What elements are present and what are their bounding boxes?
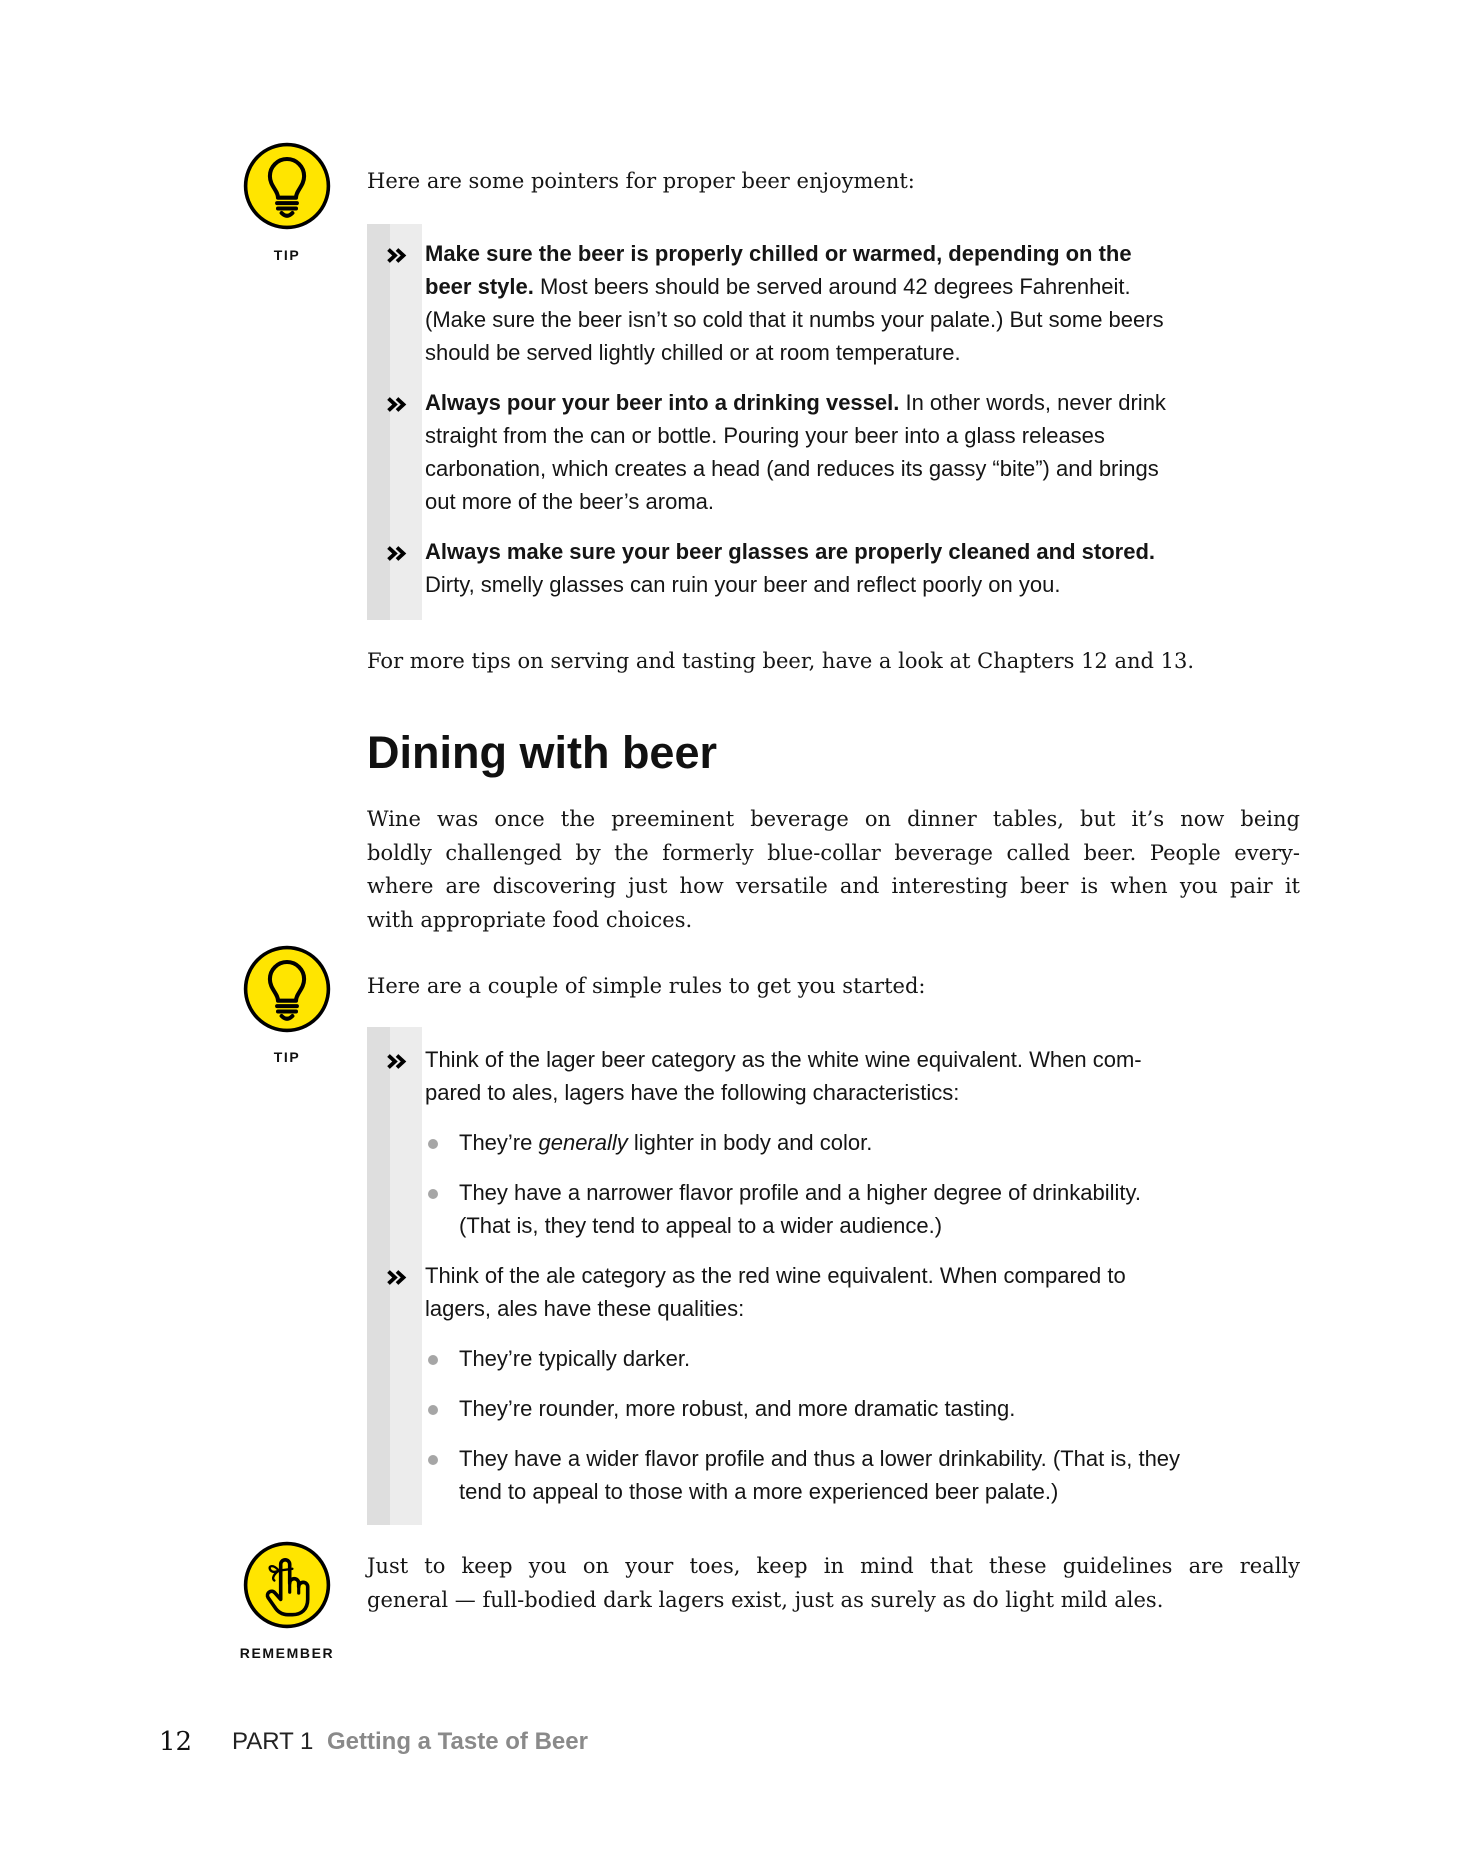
bullet-body: should be served lightly chilled or at room temperature. — [425, 340, 961, 365]
footer-part-title: Getting a Taste of Beer — [327, 1728, 588, 1755]
bullet-lead: beer style. — [425, 274, 534, 299]
footer-part: PART 1 — [232, 1728, 314, 1755]
bullet-line — [425, 568, 1155, 601]
bullet-lead: Always make sure your beer glasses are properly cleaned and stored. — [425, 539, 1155, 564]
list-item — [386, 1043, 1180, 1242]
tip-bullet-list — [386, 1043, 1180, 1508]
more-tips-text: For more tips on serving and tasting beer, have a look at Chapters 12 and 13. — [367, 649, 1195, 673]
section-paragraph — [367, 803, 1300, 937]
paragraph-line: boldly challenged by the formerly blue-collar beverage called beer. People every- — [367, 840, 1300, 865]
list-item — [386, 386, 1166, 518]
paragraph-line: Wine was once the preeminent beverage on dinner tables, but it’s now being — [367, 807, 1300, 831]
bullet-text — [425, 237, 1164, 369]
sub-list-item — [425, 1176, 1142, 1242]
bullet-body: out more of the beer’s aroma. — [425, 489, 715, 514]
bullet-line — [425, 535, 1155, 568]
paragraph-line: with appropriate food choices. — [367, 907, 693, 932]
sub-bullet-line: They’re typically darker. — [459, 1346, 691, 1371]
bullet-body: (Make sure the beer isn’t so cold that it numbs your palate.) But some beers — [425, 307, 1164, 332]
tip-bullet-list — [386, 237, 1166, 601]
bullet-dot-icon — [428, 1189, 438, 1199]
lightbulb-icon — [242, 944, 332, 1034]
bullet-body: straight from the can or bottle. Pouring your beer into a glass releases — [425, 423, 1105, 448]
list-item — [386, 535, 1166, 601]
tip-label: TIP — [273, 1049, 301, 1065]
sub-bullet-line: tend to appeal to those with a more experienced beer palate.) — [459, 1479, 1059, 1504]
tip-label: TIP — [273, 247, 301, 263]
remember-label: REMEMBER — [239, 1645, 335, 1661]
double-chevron-icon — [386, 535, 425, 568]
double-chevron-icon — [386, 237, 425, 270]
bullet-line — [425, 452, 1166, 485]
bullet-line: lagers, ales have these qualities: — [425, 1296, 745, 1321]
bullet-dot-icon — [428, 1405, 438, 1415]
bullet-line — [425, 419, 1166, 452]
sub-emphasis: generally — [538, 1130, 628, 1155]
sub-bullet-line — [459, 1126, 872, 1159]
bullet-lead: Always pour your beer into a drinking vessel. — [425, 390, 900, 415]
bullet-line: Think of the lager beer category as the white wine equivalent. When com- — [425, 1047, 1142, 1072]
sub-bullet-line: They’re rounder, more robust, and more dramatic tasting. — [459, 1396, 1016, 1421]
bullet-body: Most beers should be served around 42 degrees Fahrenheit. — [533, 274, 1131, 299]
sub-list-item — [425, 1342, 1180, 1375]
double-chevron-icon — [386, 386, 425, 419]
bullet-body: carbonation, which creates a head (and reduces its gassy “bite”) and brings — [425, 456, 1159, 481]
paragraph-line: general — full-bodied dark lagers exist, just as surely as do light mild ales. — [367, 1587, 1164, 1612]
sub-bullet-line: They have a wider flavor profile and thus a lower drinkability. (That is, they — [459, 1446, 1181, 1471]
paragraph-line: Just to keep you on your toes, keep in mind that these guidelines are really — [367, 1554, 1300, 1578]
sub-text: lighter in body and color. — [627, 1130, 873, 1155]
page-number: 12 — [159, 1727, 193, 1757]
double-chevron-icon — [386, 1259, 425, 1292]
bullet-line: pared to ales, lagers have the following characteristics: — [425, 1080, 960, 1105]
bullet-line — [425, 270, 1164, 303]
bullet-line — [425, 386, 1166, 419]
sub-bullet-line: They have a narrower flavor profile and a higher degree of drinkability. — [459, 1180, 1141, 1205]
bullet-line — [425, 485, 1166, 518]
sub-text: They’re — [459, 1130, 539, 1155]
bullet-dot-icon — [428, 1455, 438, 1465]
bullet-text — [425, 535, 1155, 601]
bullet-text — [425, 1259, 1180, 1508]
bullet-line — [425, 303, 1164, 336]
bullet-lead: Make sure the beer is properly chilled or warmed, depending on the — [425, 241, 1132, 266]
paragraph-line: where are discovering just how versatile and interesting beer is when you pair it — [367, 874, 1300, 899]
bullet-body: Dirty, smelly glasses can ruin your beer and reflect poorly on you. — [425, 572, 1061, 597]
bullet-line — [425, 336, 1164, 369]
tip-intro: Here are some pointers for proper beer enjoyment: — [367, 169, 915, 193]
sub-list-item — [425, 1442, 1180, 1508]
remember-paragraph — [367, 1550, 1300, 1617]
bullet-text — [425, 386, 1166, 518]
list-item — [386, 237, 1166, 369]
lightbulb-icon — [242, 141, 332, 231]
list-item — [386, 1259, 1180, 1508]
double-chevron-icon — [386, 1043, 425, 1076]
bullet-line — [425, 237, 1164, 270]
sub-list-item — [425, 1126, 1142, 1159]
bullet-dot-icon — [428, 1355, 438, 1365]
bullet-text — [425, 1043, 1142, 1242]
tip-intro: Here are a couple of simple rules to get you started: — [367, 974, 926, 998]
section-heading: Dining with beer — [367, 727, 718, 778]
pointing-hand-icon — [242, 1540, 332, 1630]
bullet-dot-icon — [428, 1139, 438, 1149]
sub-bullet-line: (That is, they tend to appeal to a wider audience.) — [459, 1213, 943, 1238]
bullet-body: In other words, never drink — [899, 390, 1166, 415]
sub-list-item — [425, 1392, 1180, 1425]
bullet-line: Think of the ale category as the red wine equivalent. When compared to — [425, 1263, 1126, 1288]
